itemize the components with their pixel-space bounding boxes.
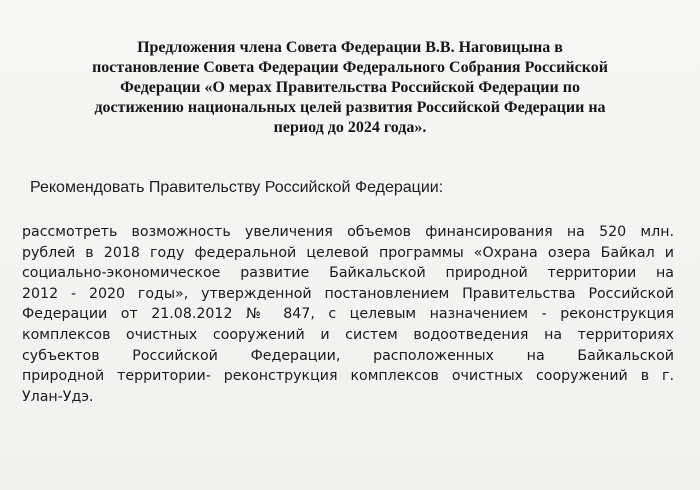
paragraph-line: субъектов Российской Федерации, расположенных на Байкальской — [22, 347, 674, 364]
paragraph-line: рублей в 2018 году федеральной целевой программы «Охрана озера Байкал и — [22, 244, 674, 261]
paragraph-line: рассмотреть возможность увеличения объемов финансирования на 520 млн. — [22, 224, 674, 240]
paragraph-line: Федерации от 21.08.2012 № 847, с целевым назначением - реконструкция — [22, 306, 674, 323]
paragraph-line: Улан-Удэ. — [22, 388, 94, 405]
proposal-paragraph — [22, 222, 674, 407]
document-heading — [18, 38, 682, 138]
recommendation-line: Рекомендовать Правительству Российской Федерации: — [30, 179, 444, 196]
paragraph-line: социально-экономическое развитие Байкальской природной территории на — [22, 265, 674, 282]
paragraph-line: 2012 - 2020 годы», утвержденной постановлением Правительства Российской — [22, 285, 674, 302]
paragraph-line: природной территории- реконструкция комплексов очистных сооружений в г. — [22, 368, 674, 385]
heading-line: достижению национальных целей развития Российской Федерации на — [94, 99, 606, 116]
heading-line: постановление Совета Федерации Федерального Собрания Российской — [92, 59, 608, 76]
heading-line: Предложения члена Совета Федерации В.В. Наговицына в — [137, 39, 563, 56]
heading-line: период до 2024 года». — [273, 119, 427, 136]
paragraph-line: комплексов очистных сооружений и систем водоотведения на территориях — [22, 326, 674, 343]
heading-line: Федерации «О мерах Правительства Российской Федерации по — [120, 79, 580, 96]
